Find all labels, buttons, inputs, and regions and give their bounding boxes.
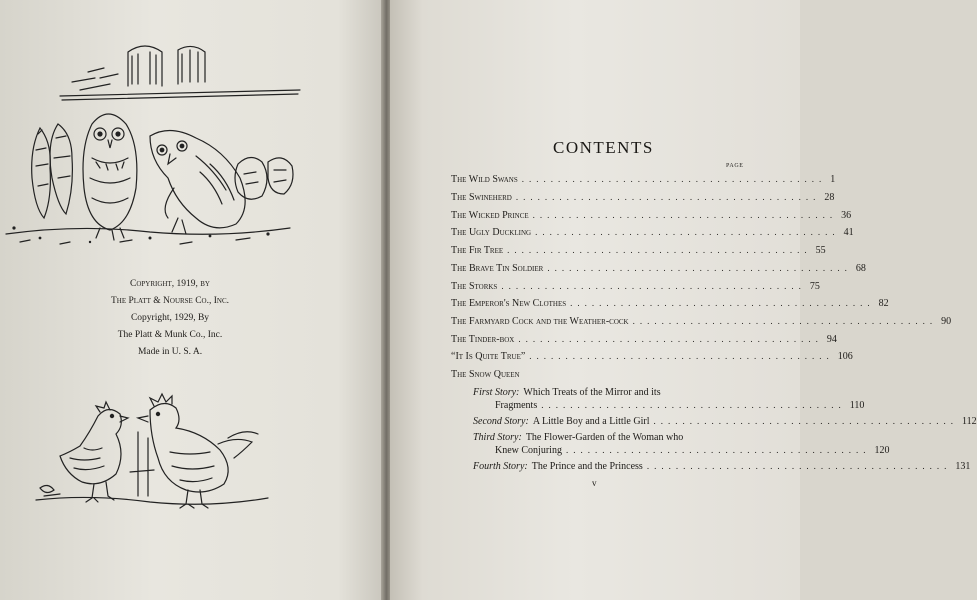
toc-story	[473, 415, 977, 428]
leader-dots: ..........................................	[570, 298, 875, 308]
story-page: 120	[874, 445, 890, 456]
page-column-label: PAGE	[726, 163, 744, 169]
toc-entry-page: 106	[837, 351, 853, 362]
story-page: 112	[961, 416, 977, 427]
toc-entry	[451, 210, 852, 221]
toc-entry-title: The Brave Tin Soldier	[451, 263, 544, 274]
toc-entry-title: The Ugly Duckling	[451, 227, 532, 238]
publisher-line-2: The Platt & Munk Co., Inc.	[117, 330, 223, 340]
toc-story	[473, 460, 971, 473]
leader-dots: ..........................................	[653, 416, 958, 426]
story-title-line1: A Little Boy and a Little Girl	[532, 416, 650, 427]
toc-entry-title: The Wicked Prince	[451, 210, 529, 221]
story-title-line2: Fragments	[495, 400, 538, 411]
leader-dots: ..........................................	[518, 334, 823, 344]
story-title-line1: The Flower-Garden of the Woman who	[525, 432, 684, 443]
toc-entry-page: 55	[815, 245, 826, 256]
copyright-line-2: Copyright, 1929, By	[130, 313, 210, 323]
toc-entry-title: The Farmyard Cock and the Weather-cock	[451, 316, 629, 327]
toc-section-title: The Snow Queen	[451, 369, 520, 380]
leader-dots: ..........................................	[541, 400, 846, 410]
toc-entry	[451, 316, 952, 327]
toc-entry	[451, 174, 836, 185]
story-label: Fourth Story:	[473, 461, 528, 472]
toc-entry-page: 36	[841, 210, 852, 221]
story-title-line1: Which Treats of the Mirror and its	[523, 387, 661, 398]
story-label: Third Story:	[473, 432, 522, 443]
page-folio: v	[592, 478, 597, 488]
left-page	[0, 0, 384, 600]
story-label: Second Story:	[473, 416, 529, 427]
toc-entry-title: The Wild Swans	[451, 174, 518, 185]
copyright-block	[70, 276, 270, 361]
toc-entry-page: 1	[830, 174, 836, 185]
toc-entry-page: 75	[809, 281, 820, 292]
publisher-line-1: The Platt & Nourse Co., Inc.	[110, 296, 229, 306]
story-title-line1: The Prince and the Princess	[531, 461, 643, 472]
leader-dots: ..........................................	[501, 281, 806, 291]
leader-dots: ..........................................	[529, 351, 834, 361]
toc-entry-page: 41	[843, 227, 854, 238]
hens-illustration	[30, 392, 275, 512]
toc-entry-page: 68	[855, 263, 866, 274]
leader-dots: ..........................................	[535, 227, 840, 237]
toc-entry-page: 94	[826, 334, 837, 345]
toc-entry-title: “It Is Quite True”	[451, 351, 526, 362]
toc-entry	[451, 227, 854, 238]
toc-entry	[451, 281, 820, 292]
leader-dots: ..........................................	[646, 461, 952, 471]
leader-dots: ..........................................	[515, 192, 821, 202]
toc-entry	[451, 263, 866, 274]
story-page: 110	[849, 400, 865, 411]
toc-entry-title: The Emperor's New Clothes	[451, 298, 567, 309]
made-in-line: Made in U. S. A.	[137, 347, 203, 357]
toc-story	[473, 386, 865, 412]
owls-illustration	[0, 38, 300, 248]
toc-entry-title: The Fir Tree	[451, 245, 504, 256]
toc-entry	[451, 298, 889, 309]
story-label: First Story:	[473, 387, 520, 398]
story-title-line2: Knew Conjuring	[495, 445, 562, 456]
contents-heading: CONTENTS	[553, 138, 654, 157]
toc-entry-title: The Swineherd	[451, 192, 512, 203]
toc-entry-page: 28	[824, 192, 835, 203]
toc-entry-page: 82	[878, 298, 889, 309]
toc-entry-title: The Tinder-box	[451, 334, 515, 345]
copyright-line-1: Copyright, 1919, by	[130, 279, 210, 289]
toc-entry-page: 90	[941, 316, 952, 327]
leader-dots: ..........................................	[547, 263, 852, 273]
story-page: 131	[955, 461, 971, 472]
leader-dots: ..........................................	[532, 210, 838, 220]
toc-entry	[451, 334, 837, 345]
toc-entry	[451, 192, 835, 203]
leader-dots: ..........................................	[632, 316, 938, 326]
toc-entry-title: The Storks	[451, 281, 498, 292]
leader-dots: ..........................................	[521, 174, 827, 184]
toc-story	[473, 431, 890, 457]
toc-entry	[451, 351, 853, 362]
toc-entry	[451, 245, 826, 256]
leader-dots: ..........................................	[565, 445, 871, 455]
leader-dots: ..........................................	[507, 245, 812, 255]
